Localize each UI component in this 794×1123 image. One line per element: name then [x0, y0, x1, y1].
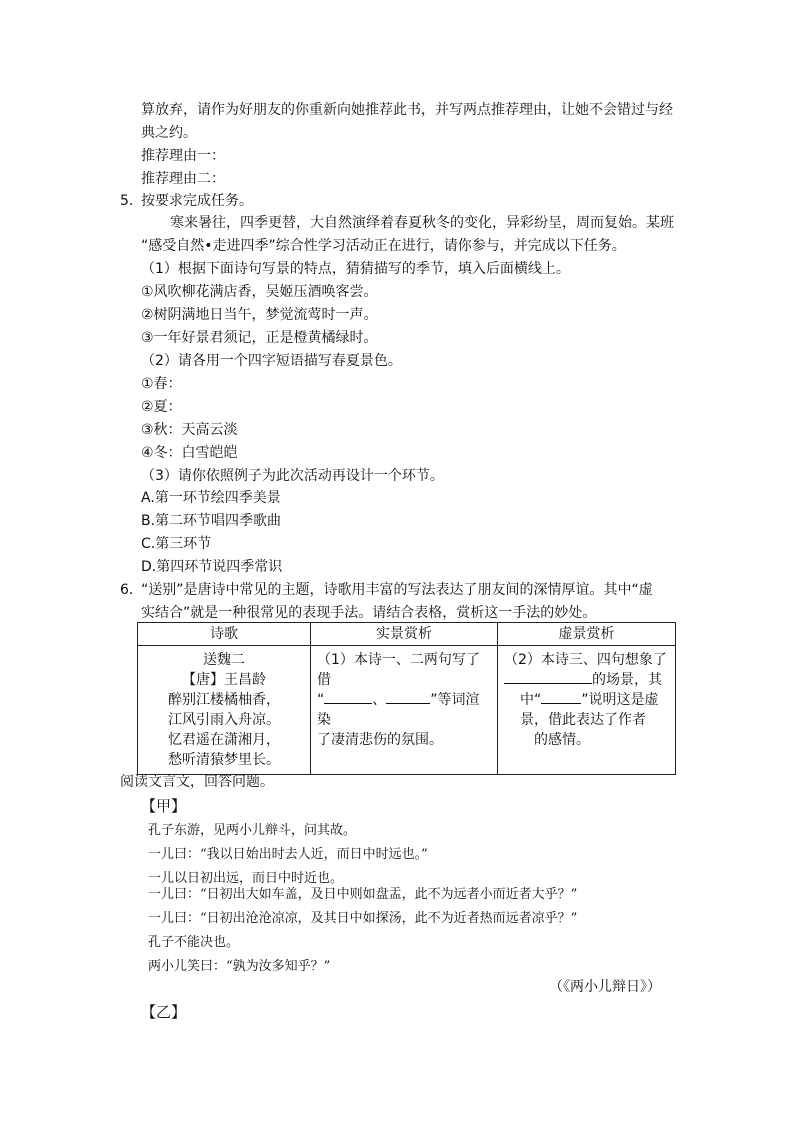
list-item: A.第一环节绘四季美景 [141, 490, 281, 506]
passage-line: 一儿曰：“日初出沧沧凉凉，及其日中如探汤，此不为近者热而远者凉乎？” [148, 911, 578, 926]
poem-author: 【唐】王昌龄 [182, 672, 266, 688]
cell-text: （2）本诗三、四句想象了 [504, 652, 667, 668]
question-text: “感受自然•走进四季”综合性学习活动正在进行，请你参与，并完成以下任务。 [141, 238, 626, 254]
table-header: 实景赏析 [311, 623, 498, 646]
passage-line: 两小儿笑曰：“孰为汝多知乎？” [148, 959, 331, 974]
subquestion: （3）请你依照例子为此次活动再设计一个环节。 [141, 468, 444, 484]
answer-blank[interactable] [386, 703, 430, 704]
question-number: 6． [120, 582, 143, 598]
question-text: 寒来暑往，四季更替，大自然演绎着春夏秋冬的变化，异彩纷呈，周而复始。某班 [170, 215, 674, 231]
cell-text: 中“ [520, 692, 542, 708]
passage-line: 一儿以日初出远，而日中时近也。 [148, 871, 344, 886]
list-item: ④冬：白雪皑皑 [141, 445, 238, 461]
passage-line: 孔子东游，见两小儿辩斗，问其故。 [148, 823, 357, 838]
passage-line: 一儿曰：“我以日始出时去人近，而日中时远也。” [148, 847, 428, 862]
poem-line: ③一年好景君须记，正是橙黄橘绿时。 [141, 330, 378, 346]
poem-line: ①风吹柳花满店香，吴姬压酒唤客尝。 [141, 284, 378, 300]
question-text: 算放弃，请作为好朋友的你重新向她推荐此书，并写两点推荐理由，让她不会错过与经 [141, 102, 673, 118]
separator: 、 [372, 692, 387, 708]
cell-text: 的感情。 [534, 732, 590, 748]
passage-line: 孔子不能决也。 [148, 935, 240, 950]
cell-text [504, 670, 669, 690]
cell-text: （1）本诗一、二两句写了借 [317, 652, 480, 688]
passage-line: 一儿曰：“日初出大如车盖，及日中则如盘盂，此不为远者小而近者大乎？” [148, 887, 578, 902]
cell-text: ”说明这是虚 [581, 692, 659, 708]
section-intro: 阅读文言文，回答问题。 [120, 774, 274, 790]
poem-title: 送魏二 [203, 652, 245, 668]
question-text: 实结合”就是一种很常见的表现手法。请结合表格，赏析这一手法的妙处。 [141, 605, 597, 621]
answer-prompt: ②夏： [141, 399, 182, 415]
cell-text: 的场景，其 [592, 672, 662, 688]
answer-blank[interactable] [504, 683, 592, 684]
cell-text: 了凄清悲伤的氛围。 [317, 732, 443, 748]
answer-prompt: ①春： [141, 376, 182, 392]
passage-source: （《两小儿辩日》） [549, 979, 661, 995]
poem-line: 醉别江楼橘柚香， [168, 692, 280, 708]
list-item: C.第三环节 [141, 536, 212, 552]
quote-open: “ [317, 692, 325, 708]
cell-text: 景，借此表达了作者 [520, 712, 646, 728]
question-number: 5． [120, 193, 143, 209]
subquestion: （2）请各用一个四字短语描写春夏景色。 [141, 353, 402, 369]
table-row [138, 646, 676, 775]
cell-text [504, 690, 669, 710]
poem-line: 江风引雨入舟凉。 [168, 712, 280, 728]
answer-blank[interactable] [324, 703, 372, 704]
question-text: 典之约。 [141, 125, 197, 141]
table-header: 诗歌 [138, 623, 311, 646]
passage-label: 【甲】 [141, 797, 187, 815]
real-scene-cell [311, 646, 498, 775]
list-item: ③秋：天高云淡 [141, 422, 238, 438]
poem-line: 忆君遥在潇湘月， [168, 732, 280, 748]
poem-line: 愁听清猿梦里长。 [168, 752, 280, 768]
list-item: B.第二环节唱四季歌曲 [141, 513, 282, 529]
table-header: 虚景赏析 [498, 623, 676, 646]
answer-prompt: 推荐理由二： [141, 171, 225, 187]
list-item: D.第四环节说四季常识 [141, 559, 283, 575]
passage-label: 【乙】 [141, 1003, 187, 1021]
poem-line: ②树阴满地日当午，梦觉流莺时一声。 [141, 307, 378, 323]
answer-blank[interactable] [541, 703, 581, 704]
cell-text [317, 690, 491, 730]
question-text: “送别”是唐诗中常见的主题，诗歌用丰富的写法表达了朋友间的深情厚谊。其中“虚 [141, 582, 653, 598]
subquestion: （1）根据下面诗句写景的特点，猜猜描写的季节，填入后面横线上。 [141, 261, 570, 277]
virtual-scene-cell [498, 646, 676, 775]
analysis-table [137, 622, 676, 775]
table-header-row [138, 623, 676, 646]
question-title: 按要求完成任务。 [141, 193, 253, 209]
poem-cell [138, 646, 311, 775]
cell-text: ”等词渲染 [317, 692, 480, 728]
answer-prompt: 推荐理由一： [141, 148, 225, 164]
